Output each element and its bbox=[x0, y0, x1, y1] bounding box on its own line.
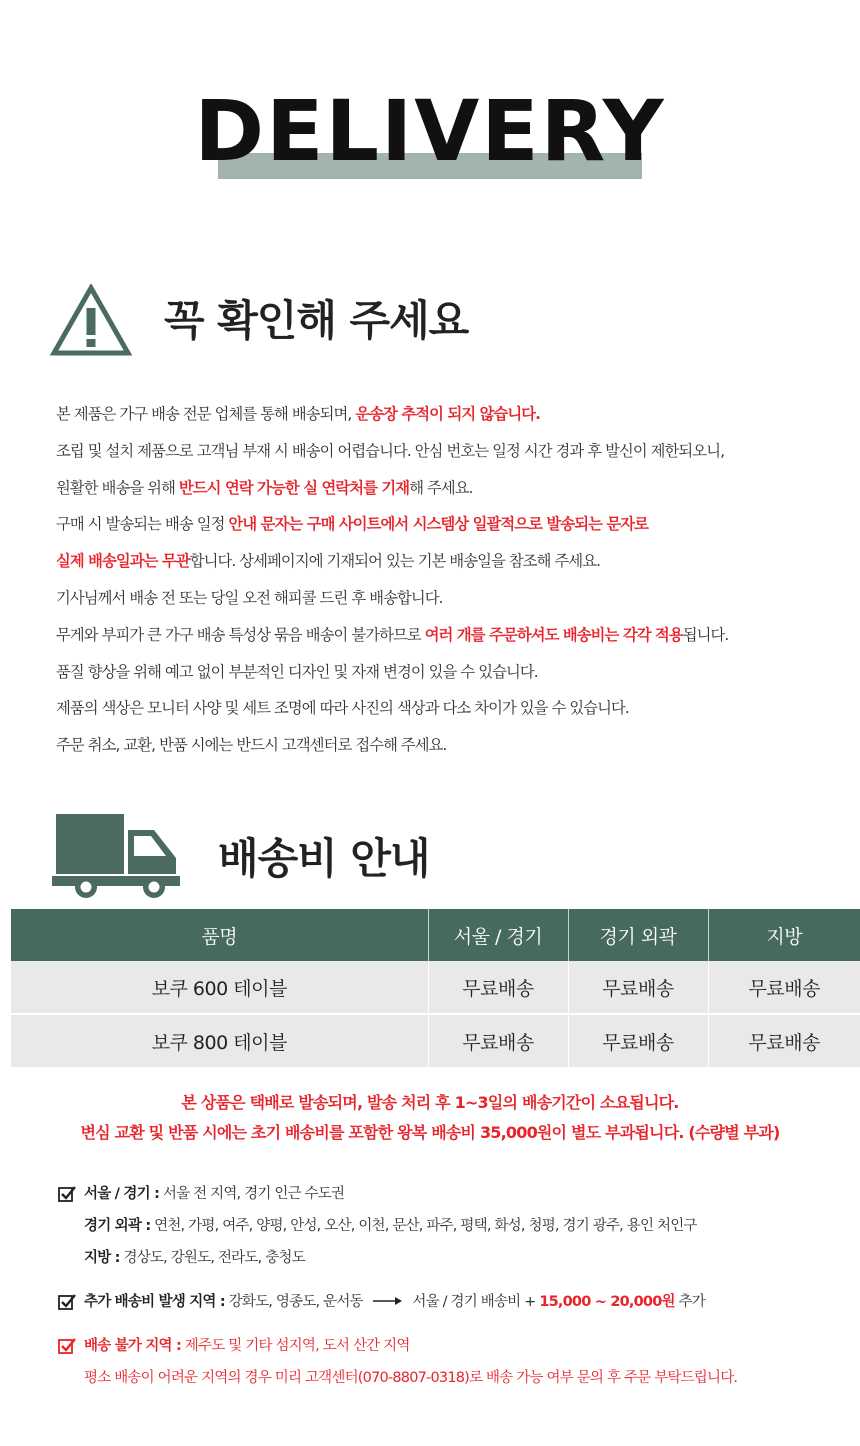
notice-text: 합니다. 상세페이지에 기재되어 있는 기본 배송일을 참조해 주세요. bbox=[189, 552, 601, 571]
notice-text: 무게와 부피가 큰 가구 배송 특성상 묶음 배송이 불가하므로 bbox=[56, 625, 425, 644]
notice-line bbox=[56, 396, 846, 433]
notice-highlight: 반드시 연락 가능한 실 연락처를 기재 bbox=[178, 478, 410, 497]
region-label: 추가 배송비 발생 지역 : bbox=[84, 1294, 225, 1310]
region-label: 경기 외곽 : bbox=[84, 1218, 151, 1234]
notice-heading bbox=[0, 282, 860, 362]
cell-seoul: 무료배송 bbox=[428, 961, 568, 1014]
extra-fee: 15,000 ~ 20,000원 bbox=[539, 1294, 675, 1310]
checkbox-checked-icon bbox=[58, 1337, 76, 1355]
notice-line bbox=[56, 727, 846, 764]
notice-text: 기사님께서 배송 전 또는 당일 오전 해피콜 드린 후 배송합니다. bbox=[56, 588, 443, 607]
arrow-right-icon bbox=[373, 1296, 403, 1306]
checkbox-checked-icon bbox=[58, 1185, 76, 1203]
extra-target: 서울 / 경기 배송비 + bbox=[412, 1294, 540, 1310]
header-local: 지방 bbox=[708, 909, 860, 961]
notice-line bbox=[56, 617, 846, 654]
region-extra bbox=[56, 1286, 856, 1318]
notice-line bbox=[56, 506, 846, 543]
shipping-title: 배송비 안내 bbox=[218, 834, 430, 883]
truck-icon bbox=[52, 812, 180, 900]
warning-icon bbox=[50, 284, 132, 356]
notice-highlight: 여러 개를 주문하셔도 배송비는 각각 적용 bbox=[424, 625, 683, 644]
unavailable-note: 평소 배송이 어려운 지역의 경우 미리 고객센터(070-8807-0318)로 배송 가능 여부 문의 후 주문 부탁드립니다. bbox=[84, 1370, 738, 1386]
notice-line bbox=[56, 470, 846, 507]
region-outer bbox=[56, 1210, 856, 1242]
notice-text: 제품의 색상은 모니터 사양 및 세트 조명에 따라 사진의 색상과 다소 차이가 있을 수 있습니다. bbox=[56, 699, 629, 718]
notice-list bbox=[56, 396, 846, 764]
header-outer: 경기 외곽 bbox=[568, 909, 708, 961]
page-title: DELIVERY bbox=[194, 82, 666, 180]
notice-text: 됩니다. bbox=[682, 625, 729, 644]
notice-text: 구매 시 발송되는 배송 일정 bbox=[56, 515, 229, 534]
notice-text: 본 제품은 가구 배송 전문 업체를 통해 배송되며, bbox=[56, 405, 356, 423]
cell-product: 보쿠 800 테이블 bbox=[11, 1014, 428, 1067]
cell-local: 무료배송 bbox=[708, 1014, 860, 1067]
shipping-note: 본 상품은 택배로 발송되며, 발송 처리 후 1~3일의 배송기간이 소요됩니다. bbox=[181, 1093, 679, 1112]
notice-text: 조립 및 설치 제품으로 고객님 부재 시 배송이 어렵습니다. 안심 번호는 일정 시간 경과 후 발신이 제한되오니, bbox=[56, 441, 725, 460]
region-value: 연천, 가평, 여주, 양평, 안성, 오산, 이천, 문산, 파주, 평택, 화성, 청평, 경기 광주, 용인 처인구 bbox=[150, 1218, 697, 1234]
region-value: 경상도, 강원도, 전라도, 충청도 bbox=[119, 1250, 305, 1266]
table-row bbox=[11, 961, 860, 1014]
notice-line bbox=[56, 433, 846, 470]
notice-text: 해 주세요. bbox=[409, 478, 473, 497]
header-seoul: 서울 / 경기 bbox=[428, 909, 568, 961]
notice-text: 품질 향상을 위해 예고 없이 부분적인 디자인 및 자재 변경이 있을 수 있습니다. bbox=[56, 662, 538, 681]
notice-highlight: 실제 배송일과는 무관 bbox=[56, 552, 190, 571]
header-product: 품명 bbox=[11, 909, 428, 961]
cell-outer: 무료배송 bbox=[568, 1014, 708, 1067]
shipping-heading bbox=[0, 812, 860, 902]
cell-seoul: 무료배송 bbox=[428, 1014, 568, 1067]
region-list bbox=[56, 1178, 856, 1394]
region-value: 제주도 및 기타 섬지역, 도서 산간 지역 bbox=[181, 1338, 410, 1354]
shipping-note: 변심 교환 및 반품 시에는 초기 배송비를 포함한 왕복 배송비 35,000원이 별도 부과됩니다. (수량별 부과) bbox=[80, 1123, 780, 1142]
region-seoul bbox=[56, 1178, 856, 1210]
region-value: 서울 전 지역, 경기 인근 수도권 bbox=[159, 1186, 345, 1202]
notice-highlight: 안내 문자는 구매 사이트에서 시스템상 일괄적으로 발송되는 문자로 bbox=[228, 515, 648, 534]
region-label: 지방 : bbox=[84, 1250, 120, 1266]
region-label: 서울 / 경기 : bbox=[84, 1186, 160, 1202]
extra-suffix: 추가 bbox=[674, 1294, 705, 1310]
notice-line bbox=[56, 580, 846, 617]
notice-highlight: 운송장 추적이 되지 않습니다. bbox=[355, 405, 541, 423]
notice-line bbox=[56, 690, 846, 727]
notice-text: 원활한 배송을 위해 bbox=[56, 478, 179, 497]
shipping-fee-table bbox=[11, 909, 860, 1067]
cell-outer: 무료배송 bbox=[568, 961, 708, 1014]
cell-local: 무료배송 bbox=[708, 961, 860, 1014]
notice-line bbox=[56, 654, 846, 691]
hero-header bbox=[0, 0, 860, 260]
table-header-row bbox=[11, 909, 860, 961]
table-row bbox=[11, 1014, 860, 1067]
region-value: 강화도, 영종도, 운서동 bbox=[224, 1294, 363, 1310]
region-unavailable bbox=[56, 1330, 856, 1362]
cell-product: 보쿠 600 테이블 bbox=[11, 961, 428, 1014]
shipping-notes bbox=[0, 1088, 860, 1148]
region-label: 배송 불가 지역 : bbox=[84, 1338, 181, 1354]
notice-line bbox=[56, 543, 846, 580]
region-local bbox=[56, 1242, 856, 1274]
checkbox-checked-icon bbox=[58, 1293, 76, 1311]
notice-text: 주문 취소, 교환, 반품 시에는 반드시 고객센터로 접수해 주세요. bbox=[56, 736, 447, 755]
notice-title: 꼭 확인해 주세요 bbox=[164, 296, 469, 345]
